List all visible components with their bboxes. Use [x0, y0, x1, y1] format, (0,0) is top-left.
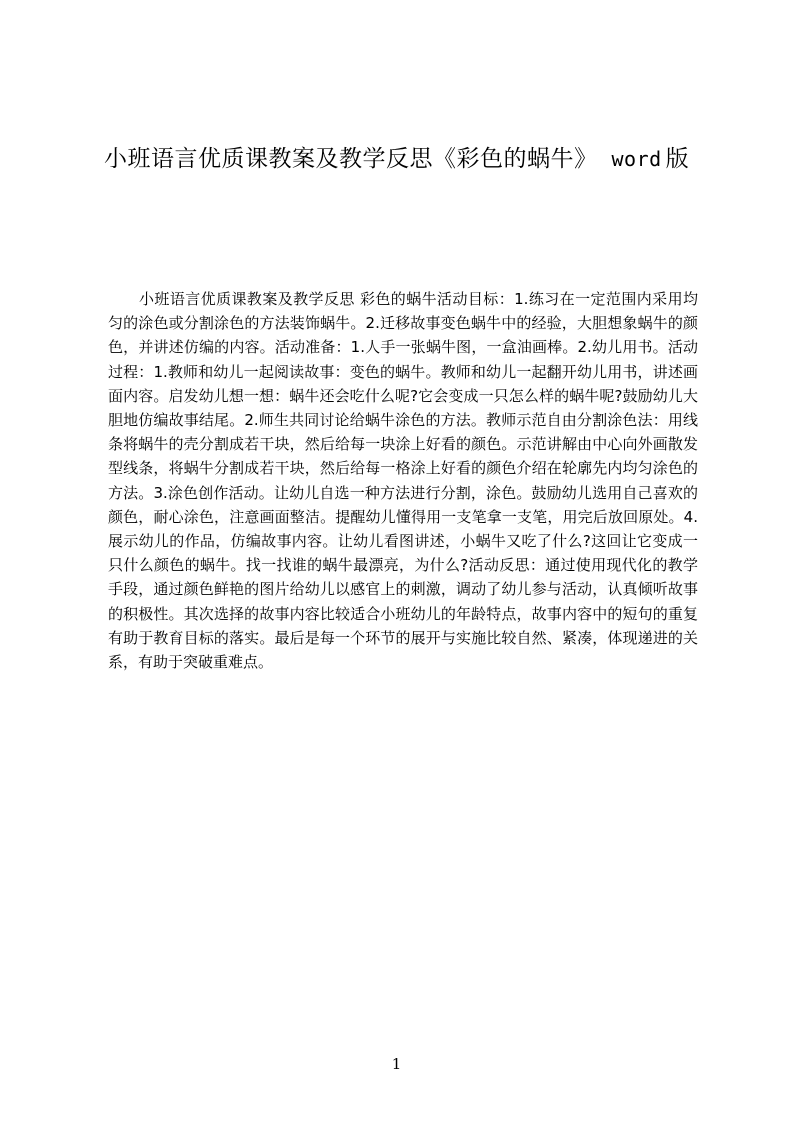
body-paragraph: 小班语言优质课教案及教学反思 彩色的蜗牛活动目标：1.练习在一定范围内采用均匀的涂色或分割涂色的方法装饰蜗牛。2.迁移故事变色蜗牛中的经验，大胆想象蜗牛的颜色，并讲述仿编的内容。活动准备：1.人手一张蜗牛图，一盒油画棒。2.幼儿用书。活动过程：1.教师和幼儿一起阅读故事：变色的蜗牛。教师和幼儿一起翻开幼儿用书，讲述画面内容。启发幼儿想一想：蜗牛还会吃什么呢?它会变成一只怎么样的蜗牛呢?鼓励幼儿大胆地仿编故事结尾。2.师生共同讨论给蜗牛涂色的方法。教师示范自由分割涂色法：用线条将蜗牛的壳分割成若干块，然后给每一块涂上好看的颜色。示范讲解由中心向外画散发型线条，将蜗牛分割成若干块，然后给每一格涂上好看的颜色介绍在轮廓先内均匀涂色的方法。3.涂色创作活动。让幼儿自选一种方法进行分割，涂色。鼓励幼儿选用自己喜欢的颜色，耐心涂色，注意画面整洁。提醒幼儿懂得用一支笔拿一支笔，用完后放回原处。4.展示幼儿的作品，仿编故事内容。让幼儿看图讲述，小蜗牛又吃了什么?这回让它变成一只什么颜色的蜗牛。找一找谁的蜗牛最漂亮，为什么?活动反思：通过使用现代化的教学手段，通过颜色鲜艳的图片给幼儿以感官上的刺激，调动了幼儿参与活动，认真倾听故事的积极性。其次选择的故事内容比较适合小班幼儿的年龄特点，故事内容中的短句的重复有助于教育目标的落实。最后是每一个环节的展开与实施比较自然、紧凑，体现递进的关系，有助于突破重难点。: [108, 290, 698, 672]
page-number: 1: [391, 1055, 402, 1073]
title-main-text: 小班语言优质课教案及教学反思《彩色的蜗牛》: [104, 146, 598, 172]
page-title: [104, 140, 704, 173]
title-suffix-text: 版: [665, 146, 690, 172]
title-word-text: word: [611, 147, 662, 171]
